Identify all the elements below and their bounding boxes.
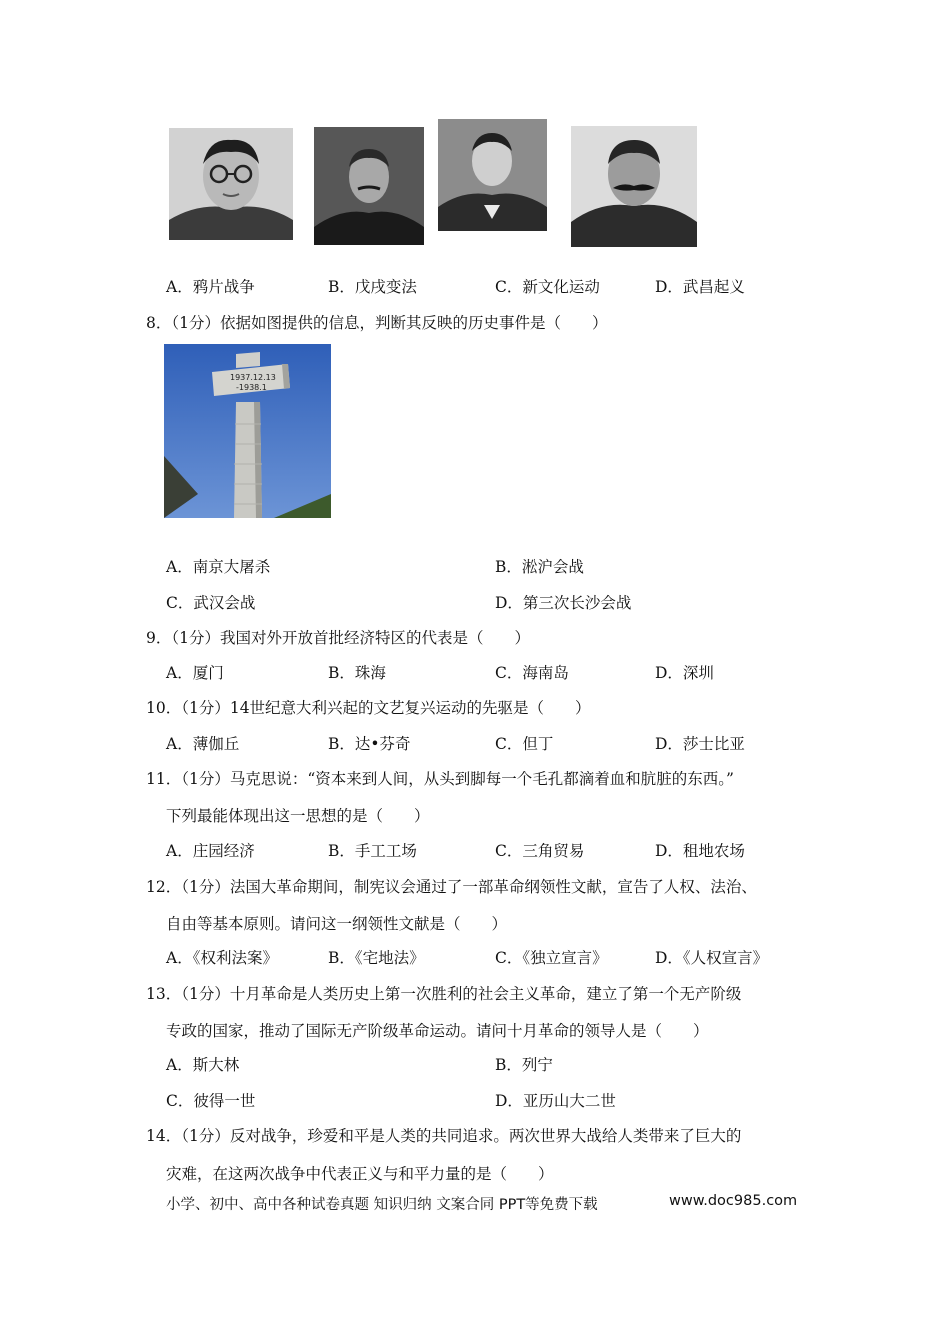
- monument-inscription-2: -1938.1: [236, 383, 267, 392]
- q9-option-c: C．海南岛: [495, 664, 569, 682]
- q11-option-d: D．租地农场: [655, 842, 745, 860]
- q8-option-d: D．第三次长沙会战: [495, 594, 632, 612]
- q10-option-a: A．薄伽丘: [166, 735, 240, 753]
- portrait-photo-2: [314, 127, 424, 245]
- q9-option-d: D．深圳: [655, 664, 714, 682]
- portrait-photo-1: [169, 128, 293, 240]
- q12-stem-line2: 自由等基本原则。请问这一纲领性文献是（ ）: [166, 915, 508, 933]
- portrait-photo-4: [571, 126, 697, 247]
- q13-stem-line1: 13．（1分）十月革命是人类历史上第一次胜利的社会主义革命，建立了第一个无产阶级: [146, 985, 742, 1003]
- q8-stem: 8．（1分）依据如图提供的信息，判断其反映的历史事件是（ ）: [146, 314, 608, 332]
- q14-stem-line2: 灾难，在这两次战争中代表正义与和平力量的是（ ）: [166, 1165, 554, 1183]
- q8-option-a: A．南京大屠杀: [166, 558, 271, 576]
- q7-option-c: C．新文化运动: [495, 278, 600, 296]
- q12-option-c: C．《独立宣言》: [495, 949, 608, 967]
- q12-option-b: B．《宅地法》: [328, 949, 425, 967]
- q10-option-c: C．但丁: [495, 735, 554, 753]
- monument-inscription-1: 1937.12.13: [230, 373, 276, 382]
- q10-stem: 10．（1分）14世纪意大利兴起的文艺复兴运动的先驱是（ ）: [146, 699, 591, 717]
- q13-option-d: D．亚历山大二世: [495, 1092, 616, 1110]
- q7-option-a: A．鸦片战争: [166, 278, 255, 296]
- q7-option-d: D．武昌起义: [655, 278, 745, 296]
- q12-option-a: A．《权利法案》: [166, 949, 278, 967]
- q7-option-b: B．戊戌变法: [328, 278, 417, 296]
- q11-option-b: B．手工工场: [328, 842, 417, 860]
- q9-option-b: B．珠海: [328, 664, 386, 682]
- q12-option-d: D．《人权宣言》: [655, 949, 769, 967]
- footer-url[interactable]: www.doc985.com: [669, 1193, 798, 1209]
- q10-option-b: B．达•芬奇: [328, 735, 411, 753]
- footer-text: 小学、初中、高中各种试卷真题 知识归纳 文案合同 PPT等免费下载: [166, 1197, 598, 1213]
- q9-option-a: A．厦门: [166, 664, 224, 682]
- q13-option-c: C．彼得一世: [166, 1092, 256, 1110]
- q13-option-a: A．斯大林: [166, 1056, 240, 1074]
- q11-option-a: A．庄园经济: [166, 842, 255, 860]
- q8-option-c: C．武汉会战: [166, 594, 256, 612]
- q11-stem-line1: 11．（1分）马克思说：“资本来到人间，从头到脚每一个毛孔都滴着血和肮脏的东西。”: [146, 770, 734, 788]
- portrait-photo-3: [438, 119, 547, 231]
- q13-option-b: B．列宁: [495, 1056, 553, 1074]
- q11-stem-line2: 下列最能体现出这一思想的是（ ）: [166, 807, 430, 825]
- q13-stem-line2: 专政的国家，推动了国际无产阶级革命运动。请问十月革命的领导人是（ ）: [166, 1022, 709, 1040]
- q9-stem: 9．（1分）我国对外开放首批经济特区的代表是（ ）: [146, 629, 530, 647]
- q12-stem-line1: 12．（1分）法国大革命期间，制宪议会通过了一部革命纲领性文献，宣告了人权、法治、: [146, 878, 757, 896]
- q11-option-c: C．三角贸易: [495, 842, 585, 860]
- q14-stem-line1: 14．（1分）反对战争，珍爱和平是人类的共同追求。两次世界大战给人类带来了巨大的: [146, 1127, 742, 1145]
- memorial-cross-photo: [164, 344, 331, 518]
- q10-option-d: D．莎士比亚: [655, 735, 745, 753]
- q8-option-b: B．淞沪会战: [495, 558, 584, 576]
